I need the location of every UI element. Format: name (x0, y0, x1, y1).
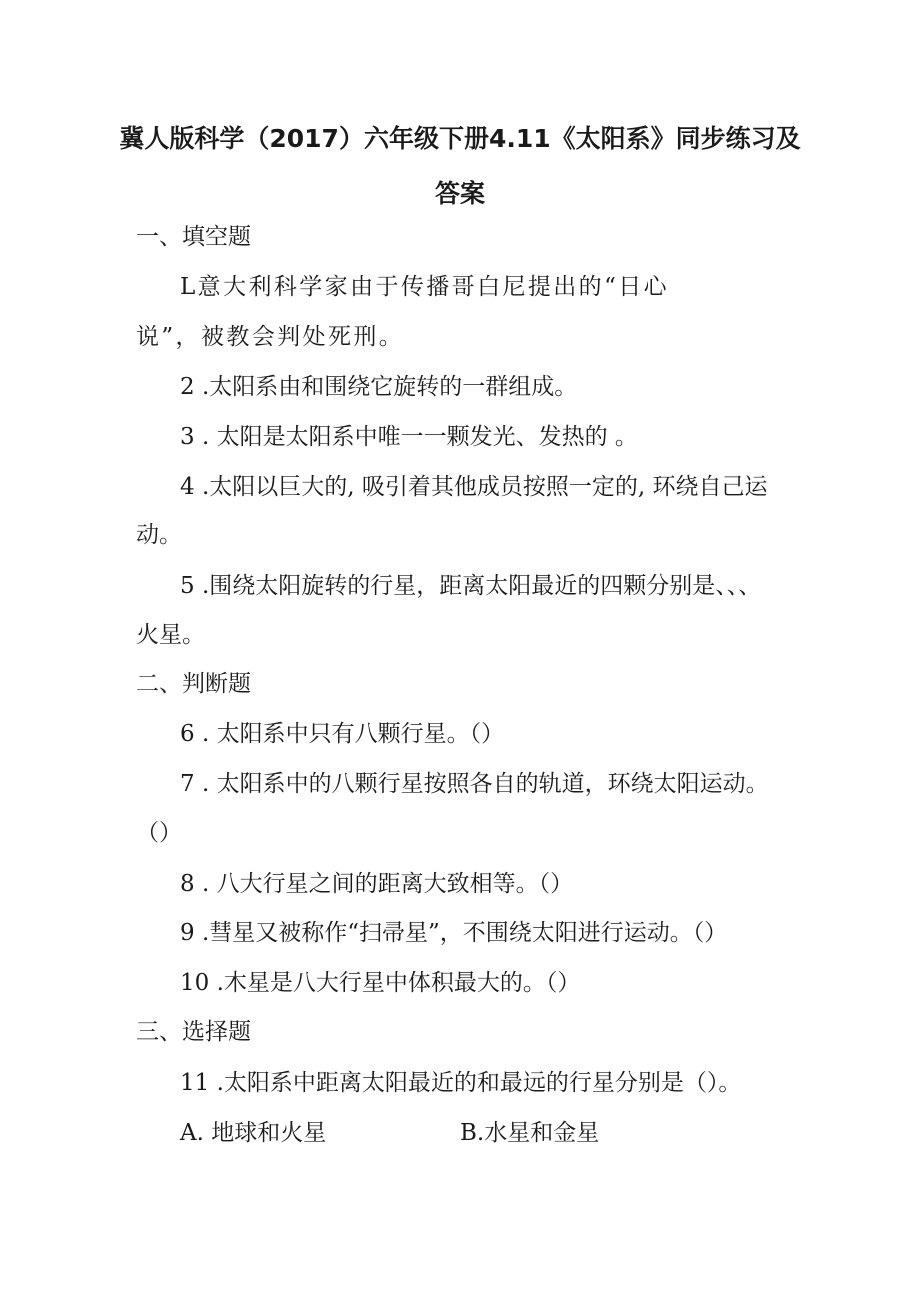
question-3: 3 . 太阳是太阳系中唯一一颗发光、发热的 。 (180, 424, 638, 450)
question-11: 11 .太阳系中距离太阳最近的和最远的行星分别是（）。 (180, 1070, 742, 1096)
question-1-line-2: 说”，被教会判处死刑。 (136, 324, 405, 350)
question-4-line-1: 4 .太阳以巨大的, 吸引着其他成员按照一定的, 环绕自己运 (180, 474, 768, 500)
question-10: 10 .木星是八大行星中体积最大的。（） (180, 970, 581, 996)
question-8: 8 . 八大行星之间的距离大致相等。（） (180, 871, 574, 897)
question-4-line-2: 动。 (136, 522, 182, 548)
document-title-line-2: 答案 (434, 179, 485, 208)
question-9: 9 .彗星又被称作“扫帚星”，不围绕太阳进行运动。（） (180, 920, 728, 946)
section-heading-multiple-choice: 三、选择题 (136, 1019, 251, 1045)
question-11-option-b: B.水星和金星 (460, 1120, 600, 1146)
question-1-line-1: L意大利科学家由于传播哥白尼提出的“日心 (180, 274, 670, 300)
section-heading-fill-in: 一、填空题 (136, 224, 251, 250)
question-5-line-2: 火星。 (136, 622, 205, 648)
section-heading-true-false: 二、判断题 (136, 671, 251, 697)
question-5-line-1: 5 .围绕太阳旋转的行星，距离太阳最近的四颗分别是、、、 (180, 573, 762, 599)
question-11-option-a: A. 地球和火星 (180, 1120, 327, 1146)
document-title-line-1: 冀人版科学（2017）六年级下册4.11《太阳系》同步练习及 (119, 124, 801, 153)
question-7-line-2: （） (136, 820, 182, 846)
question-2: 2 .太阳系由和围绕它旋转的一群组成。 (180, 374, 578, 400)
question-7-line-1: 7 . 太阳系中的八颗行星按照各自的轨道，环绕太阳运动。 (180, 771, 769, 797)
question-6: 6 . 太阳系中只有八颗行星。（） (180, 721, 505, 747)
